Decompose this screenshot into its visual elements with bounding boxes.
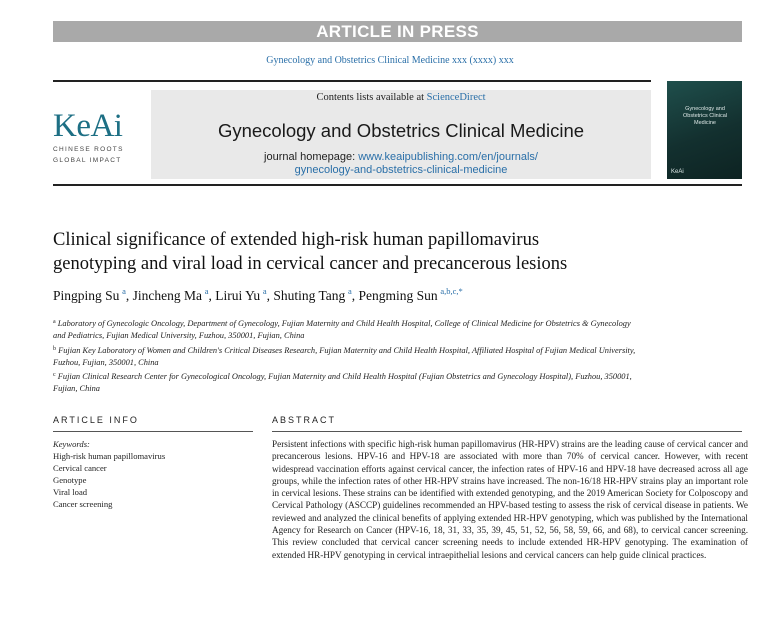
article-in-press-banner: ARTICLE IN PRESS (53, 21, 742, 42)
journal-cover-thumbnail[interactable] (667, 81, 742, 179)
author-name[interactable]: Lirui Yu (215, 288, 261, 303)
affiliation-mark: a (53, 319, 56, 325)
article-info-heading: ARTICLE INFO (53, 415, 139, 425)
abstract-heading: ABSTRACT (272, 415, 337, 425)
keyword-item: Cancer screening (53, 499, 113, 509)
header-rule-top (53, 80, 651, 82)
abstract-rule (272, 431, 742, 432)
affiliation-line: Fujian Key Laboratory of Women and Children's Critical Diseases Research, Fujian Maternity and Child Health Hospital, Affiliated Hospital of Fujian Medical University, (58, 345, 636, 355)
keywords-label: Keywords: (53, 439, 90, 449)
logo-tagline-1: CHINESE ROOTS (53, 146, 124, 153)
title-line-1: Clinical significance of extended high-risk human papillomavirus (53, 230, 540, 250)
abstract-text: Persistent infections with specific high-risk human papillomavirus (HR-HPV) strains are the leading cause of cervical cancer and precancerous lesions. HPV-16 and HPV-18 are associated with more than 70% of cervical cancer. However, with recent widespread vaccination efforts against cervical cancer, the infection rates of HPV-16 and HPV-18 have decreased across all age groups, while the infection rates of other HR-HPV strains have increased. The non-16/18 HR-HPV strains play an important role in cervical lesions. These strains can be identified with extended genotyping, and the 2019 American Society for Colposcopy and Cervical Pathology (ASCCP) guidelines recommended an HPV-based testing to assess the risk of cervical disease in patients. We reviewed and analyzed the clinical benefits of applying extended HR-HPV genotyping, which was published by the International Agency for Research on Cancer (HPV-16, 18, 31, 33, 35, 39, 45, 51, 52, 56, 58, 59, 66, and 68), to cervical cancer screening. This review concluded that cervical cancer screening needs to include extended HR-HPV genotyping. The examination of extended HR-HPV genotyping in cervical intraepithelial lesions and cervical cancers can help guide clinical practices. (272, 439, 748, 560)
logo-wordmark: KeAi (53, 108, 123, 144)
cover-title: Gynecology and Obstetrics Clinical Medicine (682, 106, 727, 126)
author-affiliation-mark[interactable]: a (122, 286, 126, 296)
author-name[interactable]: Pengming Sun (358, 288, 438, 303)
affiliation-line: and Pediatrics, Fujian Medical University, Fuzhou, 350001, Fujian, China (53, 331, 305, 341)
journal-title: Gynecology and Obstetrics Clinical Medicine (217, 120, 585, 141)
keyword-item: Cervical cancer (53, 463, 107, 473)
journal-homepage (151, 151, 651, 177)
publisher-logo[interactable] (53, 110, 148, 165)
homepage-link-part-2[interactable]: gynecology-and-obstetrics-clinical-medicine (294, 164, 508, 176)
keywords-block (53, 438, 253, 510)
affiliation-mark: b (53, 345, 56, 352)
affiliation-line: Fujian, China (53, 384, 100, 394)
journal-reference[interactable]: Gynecology and Obstetrics Clinical Medicine xxx (xxxx) xxx (266, 55, 514, 66)
author-list: Pingping Su $^a$, Jincheng Ma $^a$, Lirui Yu $^a$, Shuting Tang $^a$, Pengming Sun $^{a,b,c,*}$ (53, 286, 463, 303)
author-affiliation-mark[interactable]: a,b,c,* (440, 286, 463, 296)
title-line-2: genotyping and viral load in cervical cancer and precancerous lesions (53, 254, 568, 274)
keyword-item: Viral load (53, 487, 88, 497)
author-affiliation-mark[interactable]: a (262, 286, 267, 296)
author-name[interactable]: Jincheng Ma (132, 288, 202, 303)
author-name[interactable]: Pingping Su (53, 288, 120, 303)
cover-logo: KeAi (671, 169, 684, 175)
sciencedirect-link[interactable]: ScienceDirect (426, 92, 486, 103)
keyword-item: High-risk human papillomavirus (53, 451, 166, 461)
author-affiliation-mark[interactable]: a (204, 286, 209, 296)
contents-prefix: Contents lists available at (316, 92, 427, 103)
homepage-link-part-1[interactable]: www.keaipublishing.com/en/journals/ (358, 151, 538, 163)
logo-tagline-2: GLOBAL IMPACT (53, 157, 122, 164)
header-rule-bottom (53, 184, 742, 186)
affiliation-item (53, 369, 743, 396)
affiliation-item (53, 343, 743, 370)
author-affiliation-mark[interactable]: a (347, 286, 352, 296)
affiliation-item (53, 316, 743, 343)
affiliation-mark: c (53, 372, 56, 379)
paper-title (53, 228, 693, 276)
affiliation-line: Fujian Clinical Research Center for Gynecological Oncology, Fujian Maternity and Child Health Hospital (Fujian Obstetrics and Gynecology Hospital), Fuzhou, 350001, (57, 372, 632, 382)
keyword-item: Genotype (53, 475, 87, 485)
contents-line (151, 92, 651, 103)
article-info-rule (53, 431, 253, 432)
affiliations (53, 316, 743, 396)
journal-masthead (151, 90, 651, 179)
affiliation-line: Fuzhou, Fujian, 350001, China (53, 357, 159, 367)
author-name[interactable]: Shuting Tang (273, 288, 346, 303)
homepage-prefix: journal homepage: (264, 151, 359, 163)
affiliation-line: Laboratory of Gynecologic Oncology, Department of Gynecology, Fujian Maternity and Child Health Hospital, College of Clinical Medicine for Obstetrics & Gynecology (57, 319, 631, 328)
